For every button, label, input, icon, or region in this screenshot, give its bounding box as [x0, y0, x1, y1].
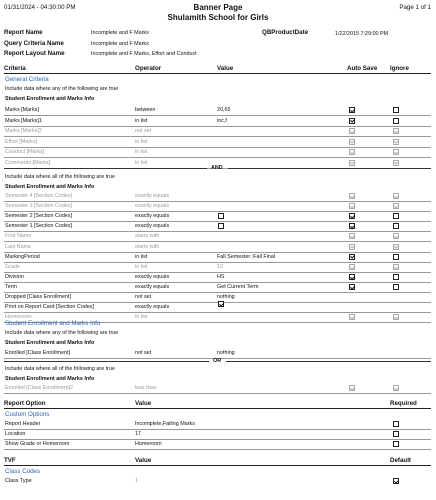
ignore-checkbox[interactable] — [393, 118, 399, 124]
report-layout-value: Incomplete and F Marks, Effort and Conduct — [91, 51, 197, 57]
col-value: Value — [217, 65, 234, 72]
ignore-checkbox[interactable] — [393, 244, 399, 250]
col-default: Default — [390, 457, 411, 464]
row-divider — [4, 211, 431, 212]
value-checkbox[interactable] — [218, 223, 224, 229]
ignore-checkbox[interactable] — [393, 264, 399, 270]
criteria-operator: between — [135, 107, 156, 113]
ignore-checkbox[interactable] — [393, 254, 399, 260]
row-divider — [4, 126, 431, 127]
include-all-text: Include data where all of the following are true — [5, 174, 115, 180]
autosave-checkbox[interactable] — [349, 193, 355, 199]
value-checkbox[interactable] — [218, 213, 224, 219]
row-divider — [4, 449, 431, 450]
custom-options-heading: Custom Options — [5, 411, 50, 418]
ignore-checkbox[interactable] — [393, 139, 399, 145]
row-divider — [4, 147, 431, 148]
row-divider — [4, 221, 431, 222]
tvf-name: Class Type — [5, 478, 32, 484]
tvf-value: 1 — [135, 478, 138, 484]
criteria-value: Get Current Term — [217, 283, 259, 290]
criteria-name: Semester 4 [Section Codes] — [5, 193, 73, 199]
ignore-checkbox[interactable] — [393, 149, 399, 155]
autosave-checkbox[interactable] — [349, 203, 355, 209]
criteria-value: Fall Semester ;Fall Final — [217, 253, 276, 260]
row-divider — [4, 393, 431, 394]
col-operator: Operator — [135, 65, 162, 72]
group1-title: Student Enrollment and Marks Info — [5, 96, 95, 102]
autosave-checkbox[interactable] — [349, 244, 355, 250]
class-codes-heading: Class Codes — [5, 468, 41, 475]
report-name-label: Report Name — [4, 29, 43, 36]
query-criteria-value: Incomplete and F Marks — [91, 41, 149, 47]
autosave-checkbox[interactable] — [349, 128, 355, 134]
criteria-operator: exactly equals — [135, 193, 170, 199]
row-divider — [4, 282, 431, 283]
autosave-checkbox[interactable] — [349, 118, 355, 124]
criteria-name: Semester 3 [Section Codes] — [5, 203, 73, 210]
criteria-name: Marks [Marks]1 — [5, 117, 42, 124]
autosave-checkbox[interactable] — [349, 385, 355, 391]
criteria-operator: less than — [135, 385, 157, 391]
row-divider — [4, 157, 431, 158]
criteria-name: Conduct [Marks] — [5, 149, 45, 155]
criteria-name: Grade — [5, 263, 20, 270]
ignore-checkbox[interactable] — [393, 385, 399, 391]
option-name: Show Grade or Homeroom — [5, 441, 70, 448]
criteria-name: Enrolled [Class Enrollment]2 — [5, 385, 74, 391]
and-separator-right — [228, 168, 431, 169]
autosave-checkbox[interactable] — [349, 160, 355, 166]
include-any-text: Include data where any of the following are true — [5, 86, 119, 92]
default-checkbox[interactable] — [393, 478, 399, 484]
header-rule — [4, 73, 431, 74]
group3-heading: Student Enrollment and Marks Info — [5, 320, 101, 327]
required-checkbox[interactable] — [393, 441, 399, 447]
options-rule — [4, 408, 431, 409]
page-title: Banner Page — [193, 3, 243, 12]
col-ignore: Ignore — [390, 65, 409, 72]
criteria-name: Semester 1 [Section Codes] — [5, 223, 73, 230]
criteria-value: 20,65 — [217, 107, 231, 113]
autosave-checkbox[interactable] — [349, 149, 355, 155]
qbproductdate-value: 1/22/2015 7:29:00 PM — [335, 31, 389, 37]
col-option-value: Value — [135, 400, 152, 407]
criteria-name: Semester 2 [Section Codes] — [5, 213, 73, 220]
criteria-name: Term — [5, 283, 17, 290]
or-separator-left — [4, 361, 209, 362]
criteria-operator: exactly equals — [135, 283, 170, 290]
ignore-checkbox[interactable] — [393, 314, 399, 320]
col-tvf: TVF — [4, 457, 16, 464]
print-on-report-card-checkbox[interactable] — [218, 301, 224, 307]
required-checkbox[interactable] — [393, 421, 399, 427]
group3-title: Student Enrollment and Marks Info — [5, 340, 95, 346]
query-criteria-label: Query Criteria Name — [4, 40, 64, 47]
criteria-name: Marks [Marks]2 — [5, 128, 42, 134]
row-divider — [4, 252, 431, 253]
col-autosave: Auto Save — [347, 65, 378, 72]
option-name: Report Header — [5, 421, 41, 427]
group2-title: Student Enrollment and Marks Info — [5, 184, 95, 190]
option-value: 17 — [135, 431, 141, 438]
row-divider — [4, 272, 431, 273]
col-tvf-value: Value — [135, 457, 152, 464]
report-datetime: 01/31/2024 - 04:30:00 PM — [4, 4, 76, 11]
criteria-value: nothing — [217, 294, 235, 300]
and-separator-left — [4, 168, 207, 169]
criteria-value: 12 — [217, 263, 223, 270]
criteria-name: Dropped [Class Enrollment] — [5, 294, 71, 300]
group4-title: Student Enrollment and Marks Info — [5, 376, 95, 382]
option-value: Homeroom — [135, 441, 162, 448]
ignore-checkbox[interactable] — [393, 223, 399, 229]
criteria-operator: in list — [135, 138, 148, 145]
criteria-name: Marks [Marks] — [5, 107, 39, 113]
ignore-checkbox[interactable] — [393, 203, 399, 209]
ignore-checkbox[interactable] — [393, 128, 399, 134]
ignore-checkbox[interactable] — [393, 107, 399, 113]
criteria-operator: starts with — [135, 243, 160, 250]
criteria-operator: exactly equals — [135, 304, 170, 311]
criteria-operator: in list — [135, 159, 148, 166]
row-divider — [4, 292, 431, 293]
criteria-operator: starts with — [135, 233, 160, 240]
criteria-operator: in list — [135, 263, 148, 270]
criteria-name: Comments [Marks] — [5, 159, 51, 166]
row-divider — [4, 231, 431, 232]
qbproductdate-label: QBProductDate — [262, 29, 309, 36]
and-label: AND — [211, 165, 223, 171]
criteria-name: Effort [Marks] — [5, 138, 37, 145]
ignore-checkbox[interactable] — [393, 160, 399, 166]
autosave-checkbox[interactable] — [349, 274, 355, 280]
criteria-operator: exactly equals — [135, 203, 170, 210]
ignore-checkbox[interactable] — [393, 213, 399, 219]
criteria-operator: in list — [135, 253, 148, 260]
general-criteria-heading: General Criteria — [5, 76, 49, 83]
criteria-operator: in list — [135, 314, 148, 321]
ignore-checkbox[interactable] — [393, 193, 399, 199]
autosave-checkbox[interactable] — [349, 139, 355, 145]
criteria-operator: not set — [135, 294, 152, 300]
row-divider — [4, 115, 431, 116]
criteria-value: HS — [217, 273, 225, 280]
criteria-operator: exactly equals — [135, 223, 170, 230]
autosave-checkbox[interactable] — [349, 254, 355, 260]
row-divider — [4, 262, 431, 263]
ignore-checkbox[interactable] — [393, 274, 399, 280]
autosave-checkbox[interactable] — [349, 213, 355, 219]
option-name: Location — [5, 431, 26, 438]
autosave-checkbox[interactable] — [349, 233, 355, 239]
criteria-operator: not set — [135, 350, 152, 356]
row-divider — [4, 312, 431, 313]
criteria-value: inc,f — [217, 117, 227, 124]
autosave-checkbox[interactable] — [349, 223, 355, 229]
criteria-name: Last Name — [5, 243, 32, 250]
row-divider — [4, 136, 431, 137]
criteria-name: Division — [5, 273, 24, 280]
autosave-checkbox[interactable] — [349, 314, 355, 320]
criteria-operator: in list — [135, 117, 148, 124]
criteria-operator: in list — [135, 149, 148, 155]
include-any-text-2: Include data where any of the following are true — [5, 330, 119, 336]
page-number: Page 1 of 1 — [399, 4, 431, 11]
row-divider — [4, 439, 431, 440]
include-all-text-2: Include data where all of the following are true — [5, 366, 115, 372]
required-checkbox[interactable] — [393, 431, 399, 437]
criteria-name: Print on Report Card [Section Codes] — [5, 304, 94, 311]
criteria-name: First Name — [5, 233, 32, 240]
criteria-name: Enrolled [Class Enrollment] — [5, 350, 71, 356]
col-required: Required — [390, 400, 417, 407]
criteria-operator: not set — [135, 128, 152, 134]
ignore-checkbox[interactable] — [393, 233, 399, 239]
autosave-checkbox[interactable] — [349, 284, 355, 290]
row-divider — [4, 241, 431, 242]
criteria-name: MarkingPeriod — [5, 253, 40, 260]
or-label: OR — [213, 358, 222, 364]
criteria-name: Homeroom — [5, 314, 32, 321]
row-divider — [4, 201, 431, 202]
option-value: Incomplete,Failing Marks — [135, 421, 195, 427]
school-name: Shulamith School for Girls — [167, 13, 269, 22]
report-name-value: Incomplete and F Marks — [91, 30, 149, 36]
ignore-checkbox[interactable] — [393, 284, 399, 290]
criteria-value: nothing — [217, 350, 235, 356]
criteria-operator: exactly equals — [135, 213, 170, 220]
or-separator-right — [226, 361, 431, 362]
autosave-checkbox[interactable] — [349, 107, 355, 113]
report-layout-label: Report Layout Name — [4, 50, 65, 57]
col-report-option: Report Option — [4, 400, 46, 407]
row-divider — [4, 429, 431, 430]
autosave-checkbox[interactable] — [349, 264, 355, 270]
col-criteria: Criteria — [4, 65, 26, 72]
criteria-operator: exactly equals — [135, 273, 170, 280]
tvf-rule — [4, 465, 431, 466]
